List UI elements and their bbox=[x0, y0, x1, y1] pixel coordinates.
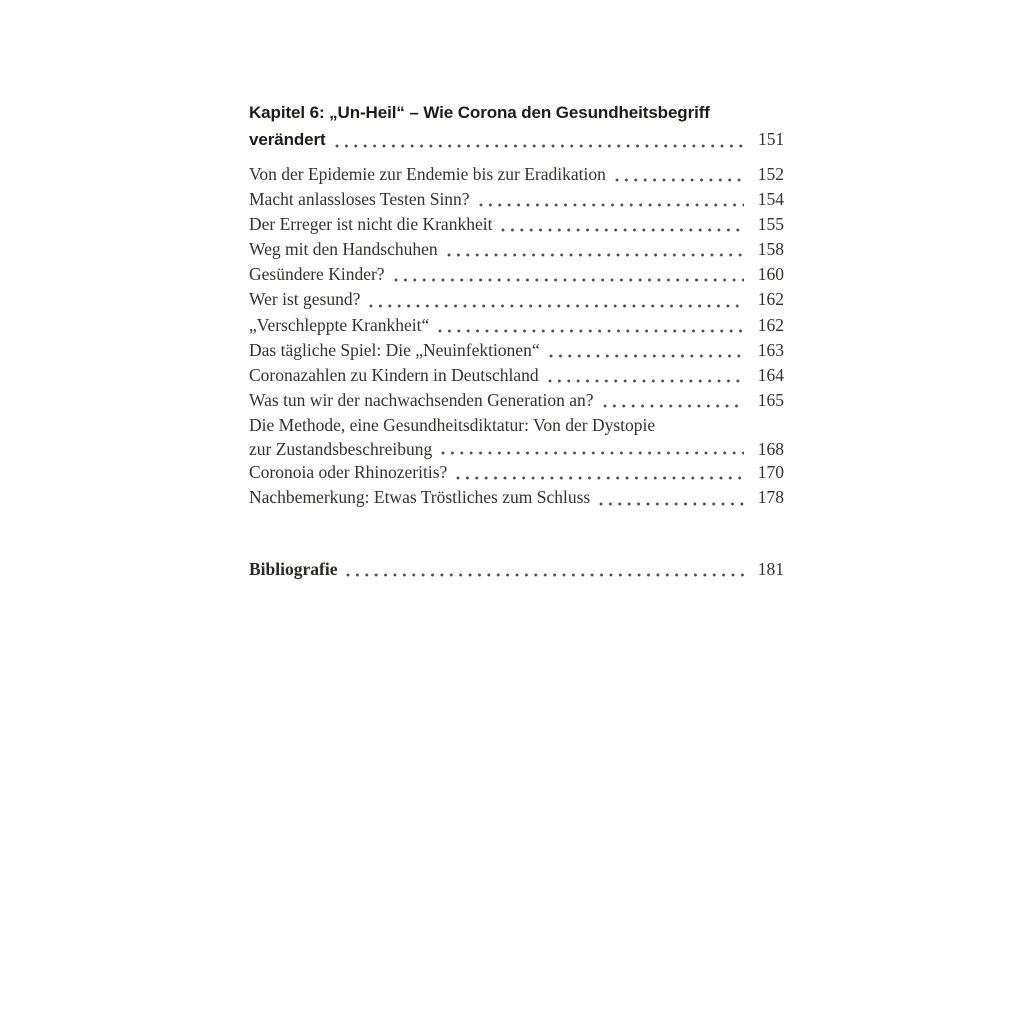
bibliography-label: Bibliografie bbox=[249, 558, 338, 579]
toc-entry-page-number: 152 bbox=[757, 164, 784, 184]
toc-entry-row bbox=[249, 187, 784, 212]
dotted-leader bbox=[456, 476, 744, 481]
dotted-leader bbox=[615, 178, 744, 183]
toc-entry-row bbox=[249, 237, 784, 262]
toc-entry-page-number: 155 bbox=[757, 214, 784, 235]
toc-entry-title: „Verschleppte Krankheit“ bbox=[249, 314, 430, 335]
toc-entry-title: Macht anlassloses Testen Sinn? bbox=[249, 189, 470, 210]
toc-entry-page-number: 165 bbox=[757, 389, 784, 410]
toc-entry-page-number: 158 bbox=[757, 239, 784, 260]
toc-entry-row bbox=[249, 313, 784, 338]
chapter-heading-line2-row bbox=[249, 126, 784, 153]
toc-entry-page-number: 170 bbox=[757, 462, 784, 483]
dotted-leader bbox=[335, 144, 744, 149]
toc-entry-title: Coronoia oder Rhinozeritis? bbox=[249, 462, 448, 483]
dotted-leader bbox=[394, 278, 744, 283]
dotted-leader bbox=[346, 573, 744, 578]
chapter-page-number: 151 bbox=[758, 129, 784, 149]
toc-entry-title: Gesündere Kinder? bbox=[249, 264, 385, 285]
toc-entry-page-number: 162 bbox=[757, 289, 784, 310]
dotted-leader bbox=[447, 253, 744, 258]
toc-content-block bbox=[249, 100, 784, 582]
dotted-leader bbox=[549, 354, 744, 359]
chapter-heading-line2: verändert bbox=[249, 130, 326, 149]
dotted-leader bbox=[441, 451, 744, 456]
toc-entry-title: Das tägliche Spiel: Die „Neuinfektionen“ bbox=[249, 339, 540, 360]
toc-entry-row bbox=[249, 338, 784, 363]
toc-entry-title: Weg mit den Handschuhen bbox=[249, 239, 438, 260]
toc-entry-row bbox=[249, 438, 784, 460]
dotted-leader bbox=[438, 329, 744, 334]
toc-entry-title: Von der Epidemie zur Endemie bis zur Eradikation bbox=[249, 164, 606, 184]
toc-entry-row bbox=[249, 287, 784, 312]
toc-entry-page-number: 168 bbox=[757, 439, 784, 460]
dotted-leader bbox=[501, 228, 744, 233]
chapter-heading bbox=[249, 100, 784, 153]
toc-entry-row bbox=[249, 212, 784, 237]
toc-entry-title: Der Erreger ist nicht die Krankheit bbox=[249, 214, 493, 235]
toc-entry-title: Nachbemerkung: Etwas Tröstliches zum Schluss bbox=[249, 487, 591, 508]
toc-entry-row bbox=[249, 388, 784, 413]
dotted-leader bbox=[603, 404, 744, 409]
dotted-leader bbox=[599, 502, 744, 507]
toc-entry-row bbox=[249, 363, 784, 388]
toc-entry-row bbox=[249, 460, 784, 485]
toc-entry-page-number: 178 bbox=[757, 487, 784, 508]
toc-entry-row bbox=[249, 162, 784, 187]
toc-entry-row bbox=[249, 262, 784, 287]
toc-entry-page-number: 162 bbox=[757, 314, 784, 335]
toc-entry-title: Coronazahlen zu Kindern in Deutschland bbox=[249, 364, 539, 385]
toc-entry-title: zur Zustandsbeschreibung bbox=[249, 439, 433, 460]
toc-entry-page-number: 160 bbox=[757, 264, 784, 285]
toc-entry-page-number: 164 bbox=[757, 364, 784, 385]
toc-entry-row bbox=[249, 485, 784, 510]
toc-entry-page-number: 154 bbox=[757, 189, 784, 210]
dotted-leader bbox=[369, 304, 744, 309]
toc-entry-title: Was tun wir der nachwachsenden Generation an? bbox=[249, 389, 594, 410]
toc-entry-list bbox=[249, 162, 784, 511]
dotted-leader bbox=[548, 379, 744, 384]
chapter-heading-line1: Kapitel 6: „Un-Heil“ – Wie Corona den Gesundheitsbegriff bbox=[249, 103, 710, 122]
bibliography-page-number: 181 bbox=[757, 558, 784, 579]
toc-entry-wrap-line: Die Methode, eine Gesundheitsdiktatur: Von der Dystopie bbox=[249, 414, 656, 435]
toc-entry-title: Wer ist gesund? bbox=[249, 289, 361, 310]
dotted-leader bbox=[479, 203, 744, 208]
toc-entry-page-number: 163 bbox=[757, 339, 784, 360]
bibliography-row bbox=[249, 557, 784, 582]
